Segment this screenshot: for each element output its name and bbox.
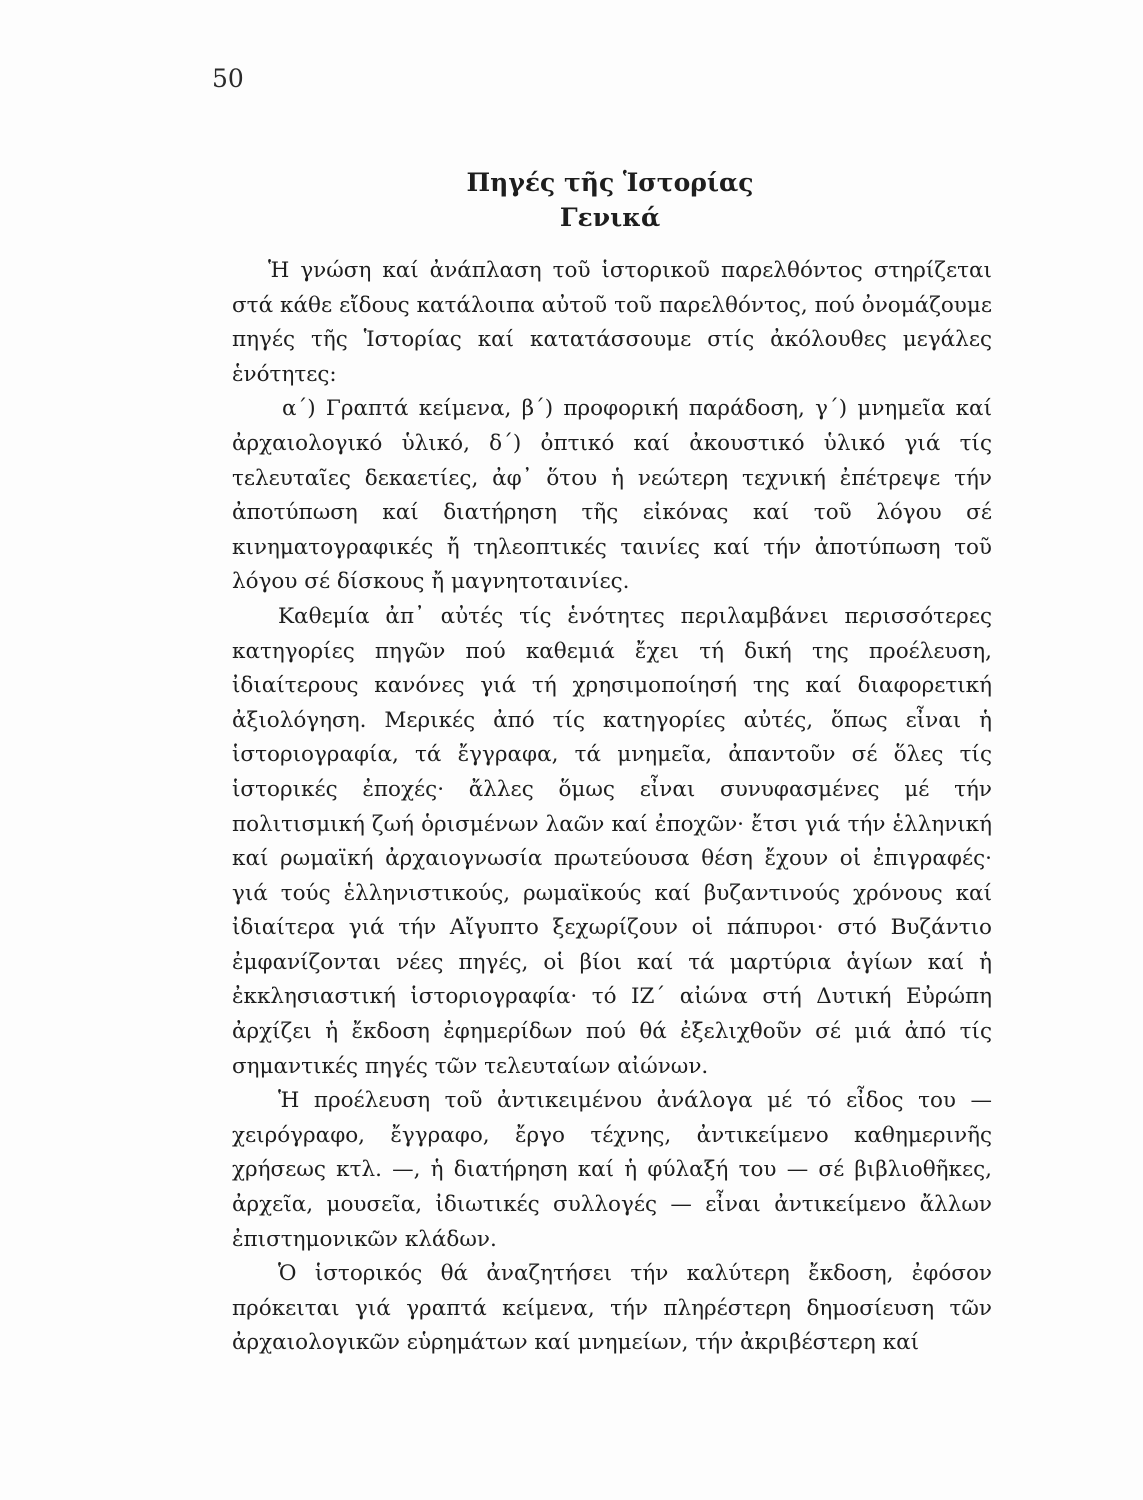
paragraph-provenance: Ἡ προέλευση τοῦ ἀντικειμένου ἀνάλογα μέ τό εἶδος του — χειρόγραφο, ἔγγραφο, ἔργο τέχνης, ἀντικείμενο καθημερινῆς χρήσεως κτλ. —, ἡ διατήρηση καί ἡ φύλαξή του — σέ βιβλιοθῆκες, ἀρχεῖα, μουσεῖα, ἰδιωτικές συλλογές — εἶναι ἀντικείμενο ἄλλων ἐπιστημονικῶν κλάδων. (232, 1088, 992, 1252)
page-number: 50 (212, 64, 244, 93)
section-subtitle: Γενικά (559, 203, 661, 232)
paragraph-intro: Ἡ γνώση καί ἀνάπλαση τοῦ ἱστορικοῦ παρελθόντος στηρίζεται στά κάθε εἴδους κατάλοιπα αὐτοῦ τοῦ παρελθόντος, πού ὀνομάζουμε πηγές τῆς Ἱστορίας καί κατατάσσουμε στίς ἀκόλουθες μεγάλες ἑνότητες: (232, 258, 992, 387)
paragraph-source-types: Καθεμία ἀπ᾽ αὐτές τίς ἑνότητες περιλαμβάνει περισσότερες κατηγορίες πηγῶν πού καθεμιά ἔχει τή δική της προέλευση, ἰδιαίτερους κανόνες γιά τή χρησιμοποίησή της καί διαφορετική ἀξιολόγηση. Μερικές ἀπό τίς κατηγορίες αὐτές, ὅπως εἶναι ἡ ἱστοριογραφία, τά ἔγγραφα, τά μνημεῖα, ἀπαντοῦν σέ ὅλες τίς ἱστορικές ἐποχές· ἄλλες ὅμως εἶναι συνυφασμένες μέ τήν πολιτισμική ζωή ὁρισμένων λαῶν καί ἐποχῶν· ἔτσι γιά τήν ἑλληνική καί ρωμαϊκή ἀρχαιογνωσία πρωτεύουσα θέση ἔχουν οἱ ἐπιγραφές· γιά τούς ἑλληνιστικούς, ρωμαϊκούς καί βυζαντινούς χρόνους καί ἰδιαίτερα γιά τήν Αἴγυπτο ξεχωρίζουν οἱ πάπυροι· στό Βυζάντιο ἐμφανίζονται νέες πηγές, οἱ βίοι καί τά μαρτύρια ἁγίων καί ἡ ἐκκλησιαστική ἱστοριογραφία· τό ΙΖ΄ αἰώνα στή Δυτική Εὐρώπη ἀρχίζει ἡ ἔκδοση ἐφημερίδων πού θά ἐξελιχθοῦν σέ μιά ἀπό τίς σημαντικές πηγές τῶν τελευταίων αἰώνων. (232, 603, 992, 1079)
chapter-title: Πηγές τῆς Ἱστορίας (466, 168, 754, 197)
body-text (232, 254, 992, 1361)
paragraph-source-categories: α΄) Γραπτά κείμενα, β΄) προφορική παράδοση, γ΄) μνημεῖα καί ἀρχαιολογικό ὑλικό, δ΄) ὀπτικό καί ἀκουστικό ὑλικό γιά τίς τελευταῖες δεκαετίες, ἀφ᾽ ὅτου ἡ νεώτερη τεχνική ἐπέτρεψε τήν ἀποτύπωση καί διατήρηση τῆς εἰκόνας καί τοῦ λόγου σέ κινηματογραφικές ἤ τηλεοπτικές ταινίες καί τήν ἀποτύπωση τοῦ λόγου σέ δίσκους ἤ μαγνητοταινίες. (232, 396, 992, 595)
paragraph-historian: Ὁ ἱστορικός θά ἀναζητήσει τήν καλύτερη ἔκδοση, ἐφόσον πρόκειται γιά γραπτά κείμενα, τήν πληρέστερη δημοσίευση τῶν ἀρχαιολογικῶν εὑρημάτων καί μνημείων, τήν ἀκριβέστερη καί (232, 1261, 992, 1356)
